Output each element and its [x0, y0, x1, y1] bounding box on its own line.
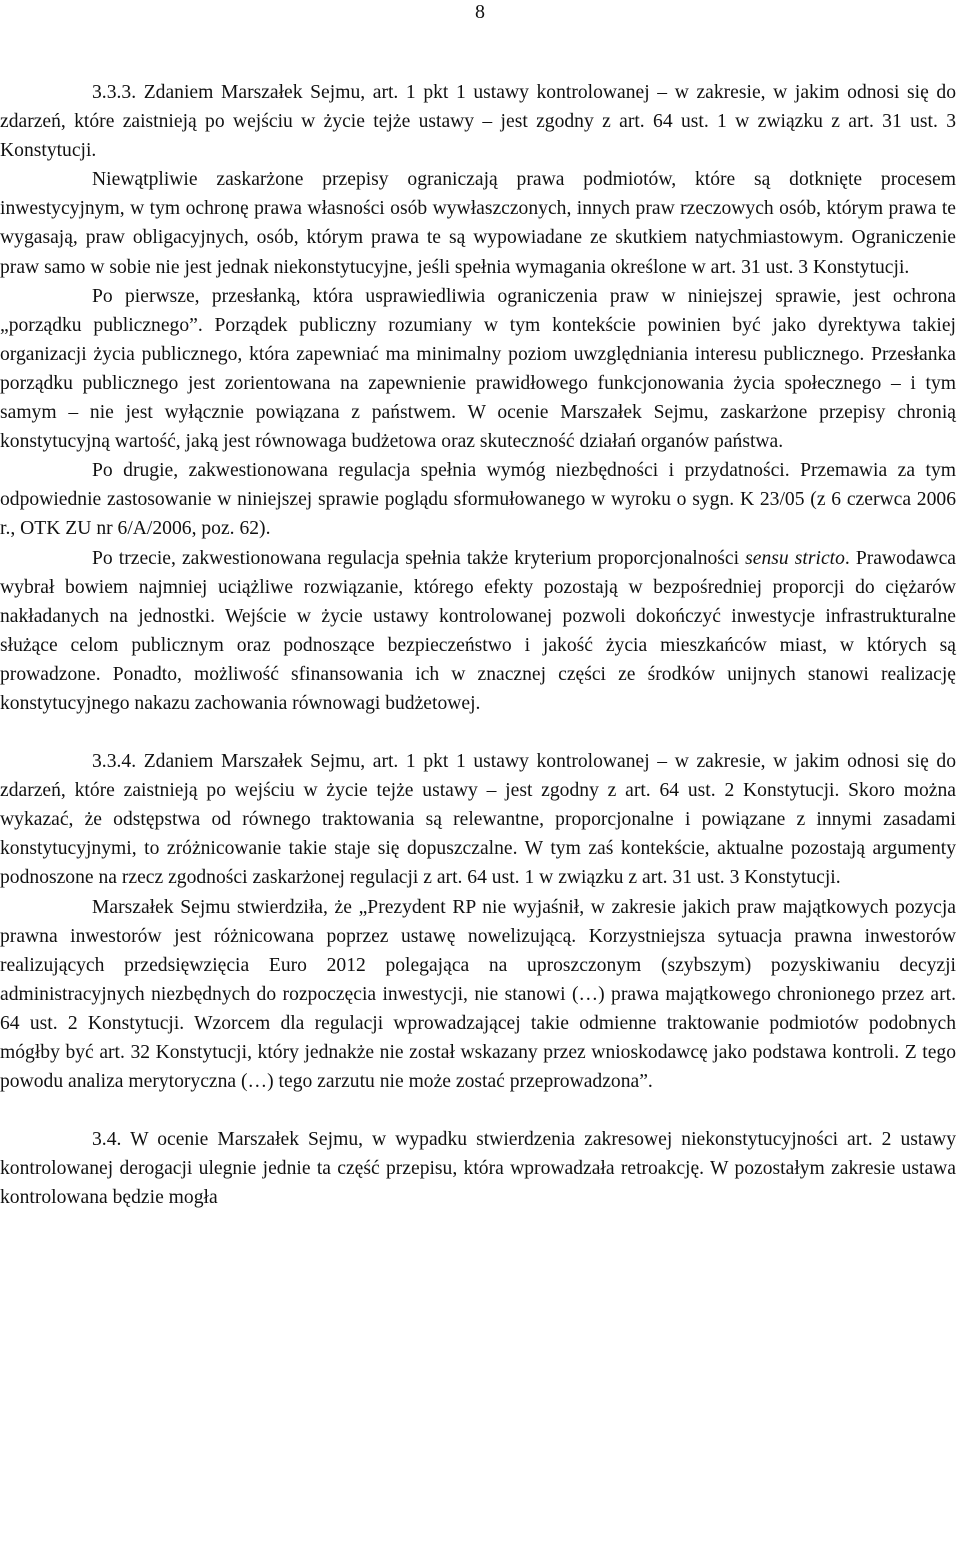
- paragraph-3-4: 3.4. W ocenie Marszałek Sejmu, w wypadku stwierdzenia zakresowej niekonstytucyjności art. 2 ustawy kontrolowanej derogacji ulegnie jednie ta część przepisu, która wprowadzała retroakcję. W pozostałym zakresie ustawa kontrolowana będzie mogła: [0, 1129, 956, 1209]
- paragraph-3-3-4: 3.3.4. Zdaniem Marszałek Sejmu, art. 1 pkt 1 ustawy kontrolowanej – w zakresie, w jakim odnosi się do zdarzeń, które zaistnieją po wejściu w życie tejże ustawy – jest zgodny z art. 64 ust. 2 Konstytucji. Skoro można wykazać, że odstępstwa od równego traktowania są relewantne, proporcjonalne i powiązane z innymi zasadami konstytucyjnymi, to zróżnicowanie takie staje się dopuszczalne. W tym zaś kontekście, aktualne pozostają argumenty podnoszone na rzecz zgodności zaskarżonej regulacji z art. 64 ust. 1 w związku z art. 31 ust. 3 Konstytucji.: [0, 751, 956, 889]
- paragraph-proportionality: [0, 544, 956, 719]
- paragraph-necessity: Po drugie, zakwestionowana regulacja spełnia wymóg niezbędności i przydatności. Przemawia za tym odpowiednie zastosowanie w niniejszej sprawie poglądu sformułowanego w wyroku o sygn. K 23/05 (z 6 czerwca 2006 r., OTK ZU nr 6/A/2006, poz. 62).: [0, 460, 956, 540]
- document-body: [0, 78, 956, 1212]
- paragraph-3-3-3: 3.3.3. Zdaniem Marszałek Sejmu, art. 1 pkt 1 ustawy kontrolowanej – w zakresie, w jakim odnosi się do zdarzeń, które zaistnieją po wejściu w życie tejże ustawy – jest zgodny z art. 64 ust. 1 w związku z art. 31 ust. 3 Konstytucji.: [0, 82, 956, 162]
- proportionality-text-end: . Prawodawca wybrał bowiem najmniej uciążliwe rozwiązanie, którego efekty pozostają w bezpośredniej proporcji do ciężarów nakładanych na jednostki. Wejście w życie ustawy kontrolowanej pozwoli dokończyć inwestycje infrastrukturalne służące celom publicznym oraz podnoszące bezpieczeństwo i jakość życia mieszkańców miast, w których są prowadzone. Ponadto, możliwość sfinansowania ich w znacznej części ze środków unijnych stanowi realizację konstytucyjnego nakazu zachowania równowagi budżetowej.: [0, 547, 956, 714]
- sensu-stricto-italic: sensu stricto: [745, 547, 845, 569]
- page-number: 8: [475, 1, 485, 23]
- paragraph-restriction-of-rights: Niewątpliwie zaskarżone przepisy ograniczają prawa podmiotów, które są dotknięte procesem inwestycyjnym, w tym ochronę prawa własności osób wywłaszczonych, innych praw rzeczowych osób, którym prawa te wygasają, praw obligacyjnych, osób, którym prawa te są wypowiadane ze skutkiem natychmiastowym. Ograniczenie praw samo w sobie nie jest jednak niekonstytucyjne, jeśli spełnia wymagania określone w art. 31 ust. 3 Konstytucji.: [0, 169, 956, 278]
- paragraph-marshal-statement: Marszałek Sejmu stwierdziła, że „Prezydent RP nie wyjaśnił, w zakresie jakich praw majątkowych pozycja prawna inwestorów jest różnicowana poprzez ustawę nowelizującą. Korzystniejsza sytuacja prawna inwestorów realizujących przedsięwzięcia Euro 2012 polegająca na uproszczonym (szybszym) pozyskiwaniu decyzji administracyjnych niezbędnych do rozpoczęcia inwestycji, nie stanowi (…) prawa majątkowego chronionego przez art. 64 ust. 2 Konstytucji. Wzorcem dla regulacji wprowadzającej takie odmienne traktowanie podmiotów podobnych mógłby być art. 32 Konstytucji, który jednakże nie został wskazany przez wnioskodawcę jako podstawa kontroli. Z tego powodu analiza merytoryczna (…) tego zarzutu nie może zostać przeprowadzona”.: [0, 896, 956, 1093]
- paragraph-public-order: Po pierwsze, przesłanką, która usprawiedliwia ograniczenia praw w niniejszej sprawie, jest ochrona „porządku publicznego”. Porządek publiczny rozumiany w tym kontekście powinien być jako dyrektywa takiej organizacji życia publicznego, która zapewniać ma minimalny poziom uwzględniania interesu publicznego. Przesłanka porządku publicznego jest zorientowana na zapewnienie prawidłowego funkcjonowania życia społecznego – i tym samym – nie jest wyłącznie powiązana z państwem. W ocenie Marszałek Sejmu, zaskarżone przepisy chronią konstytucyjną wartość, jaką jest równowaga budżetowa oraz skuteczność działań organów państwa.: [0, 285, 956, 453]
- proportionality-text-start: Po trzecie, zakwestionowana regulacja spełnia także kryterium proporcjonalności: [92, 547, 740, 569]
